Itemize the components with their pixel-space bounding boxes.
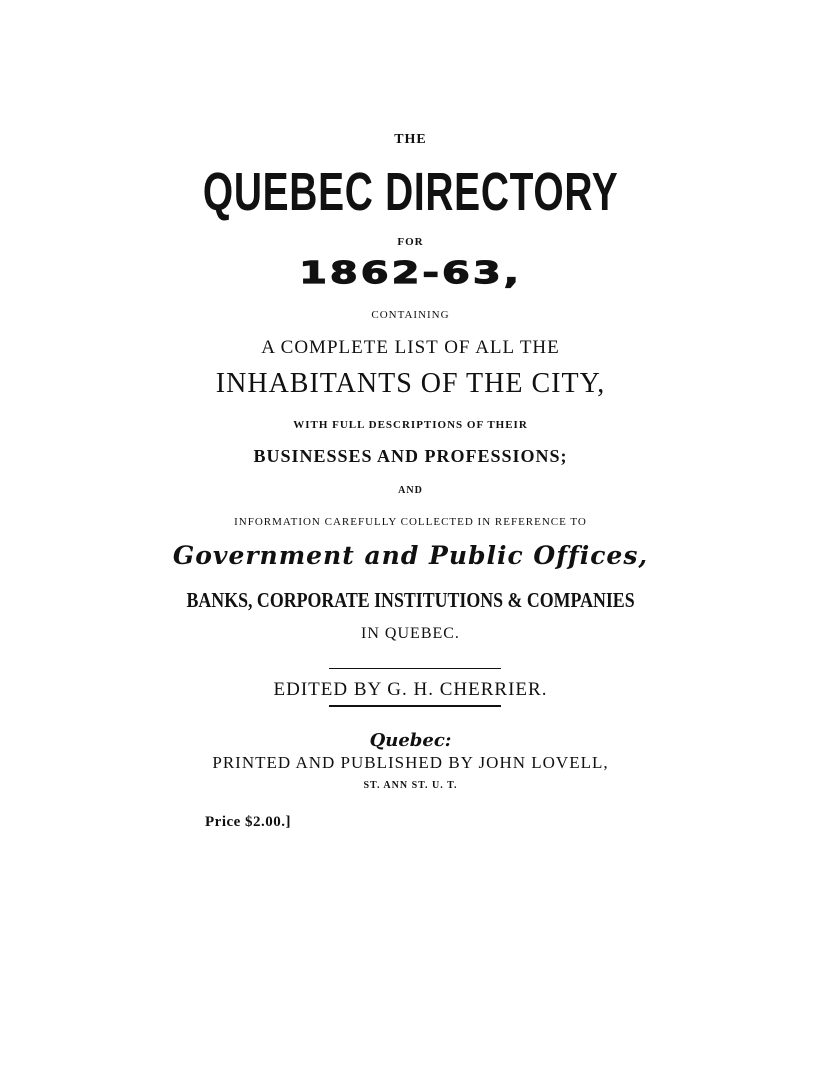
complete-list-line: A COMPLETE LIST OF ALL THE [261, 337, 560, 358]
title-article: THE [394, 132, 427, 147]
banks-line: BANKS, CORPORATE INSTITUTIONS & COMPANIES [186, 588, 635, 612]
price-label: Price $2.00.] [205, 814, 292, 830]
publisher-line: PRINTED AND PUBLISHED BY JOHN LOVELL, [212, 753, 609, 772]
imprint-city: Quebec: [369, 730, 452, 751]
in-quebec-line: IN QUEBEC. [361, 625, 460, 642]
government-offices-line: Government and Public Offices, [172, 541, 649, 570]
information-line: INFORMATION CAREFULLY COLLECTED IN REFERENCE TO [234, 516, 587, 528]
page-title: QUEBEC DIRECTORY [202, 162, 619, 222]
divider-top [329, 668, 501, 669]
title-years: 1862-63, [299, 255, 522, 291]
divider-bottom [329, 705, 501, 707]
and-label: AND [398, 485, 423, 496]
title-for: FOR [397, 236, 424, 248]
containing-label: CONTAINING [371, 309, 450, 321]
publisher-address: ST. ANN ST. U. T. [363, 780, 458, 791]
descriptions-line: WITH FULL DESCRIPTIONS OF THEIR [293, 419, 528, 431]
inhabitants-line: INHABITANTS OF THE CITY, [215, 368, 606, 399]
businesses-line: BUSINESSES AND PROFESSIONS; [253, 446, 568, 466]
editor-line: EDITED BY G. H. CHERRIER. [273, 679, 548, 700]
